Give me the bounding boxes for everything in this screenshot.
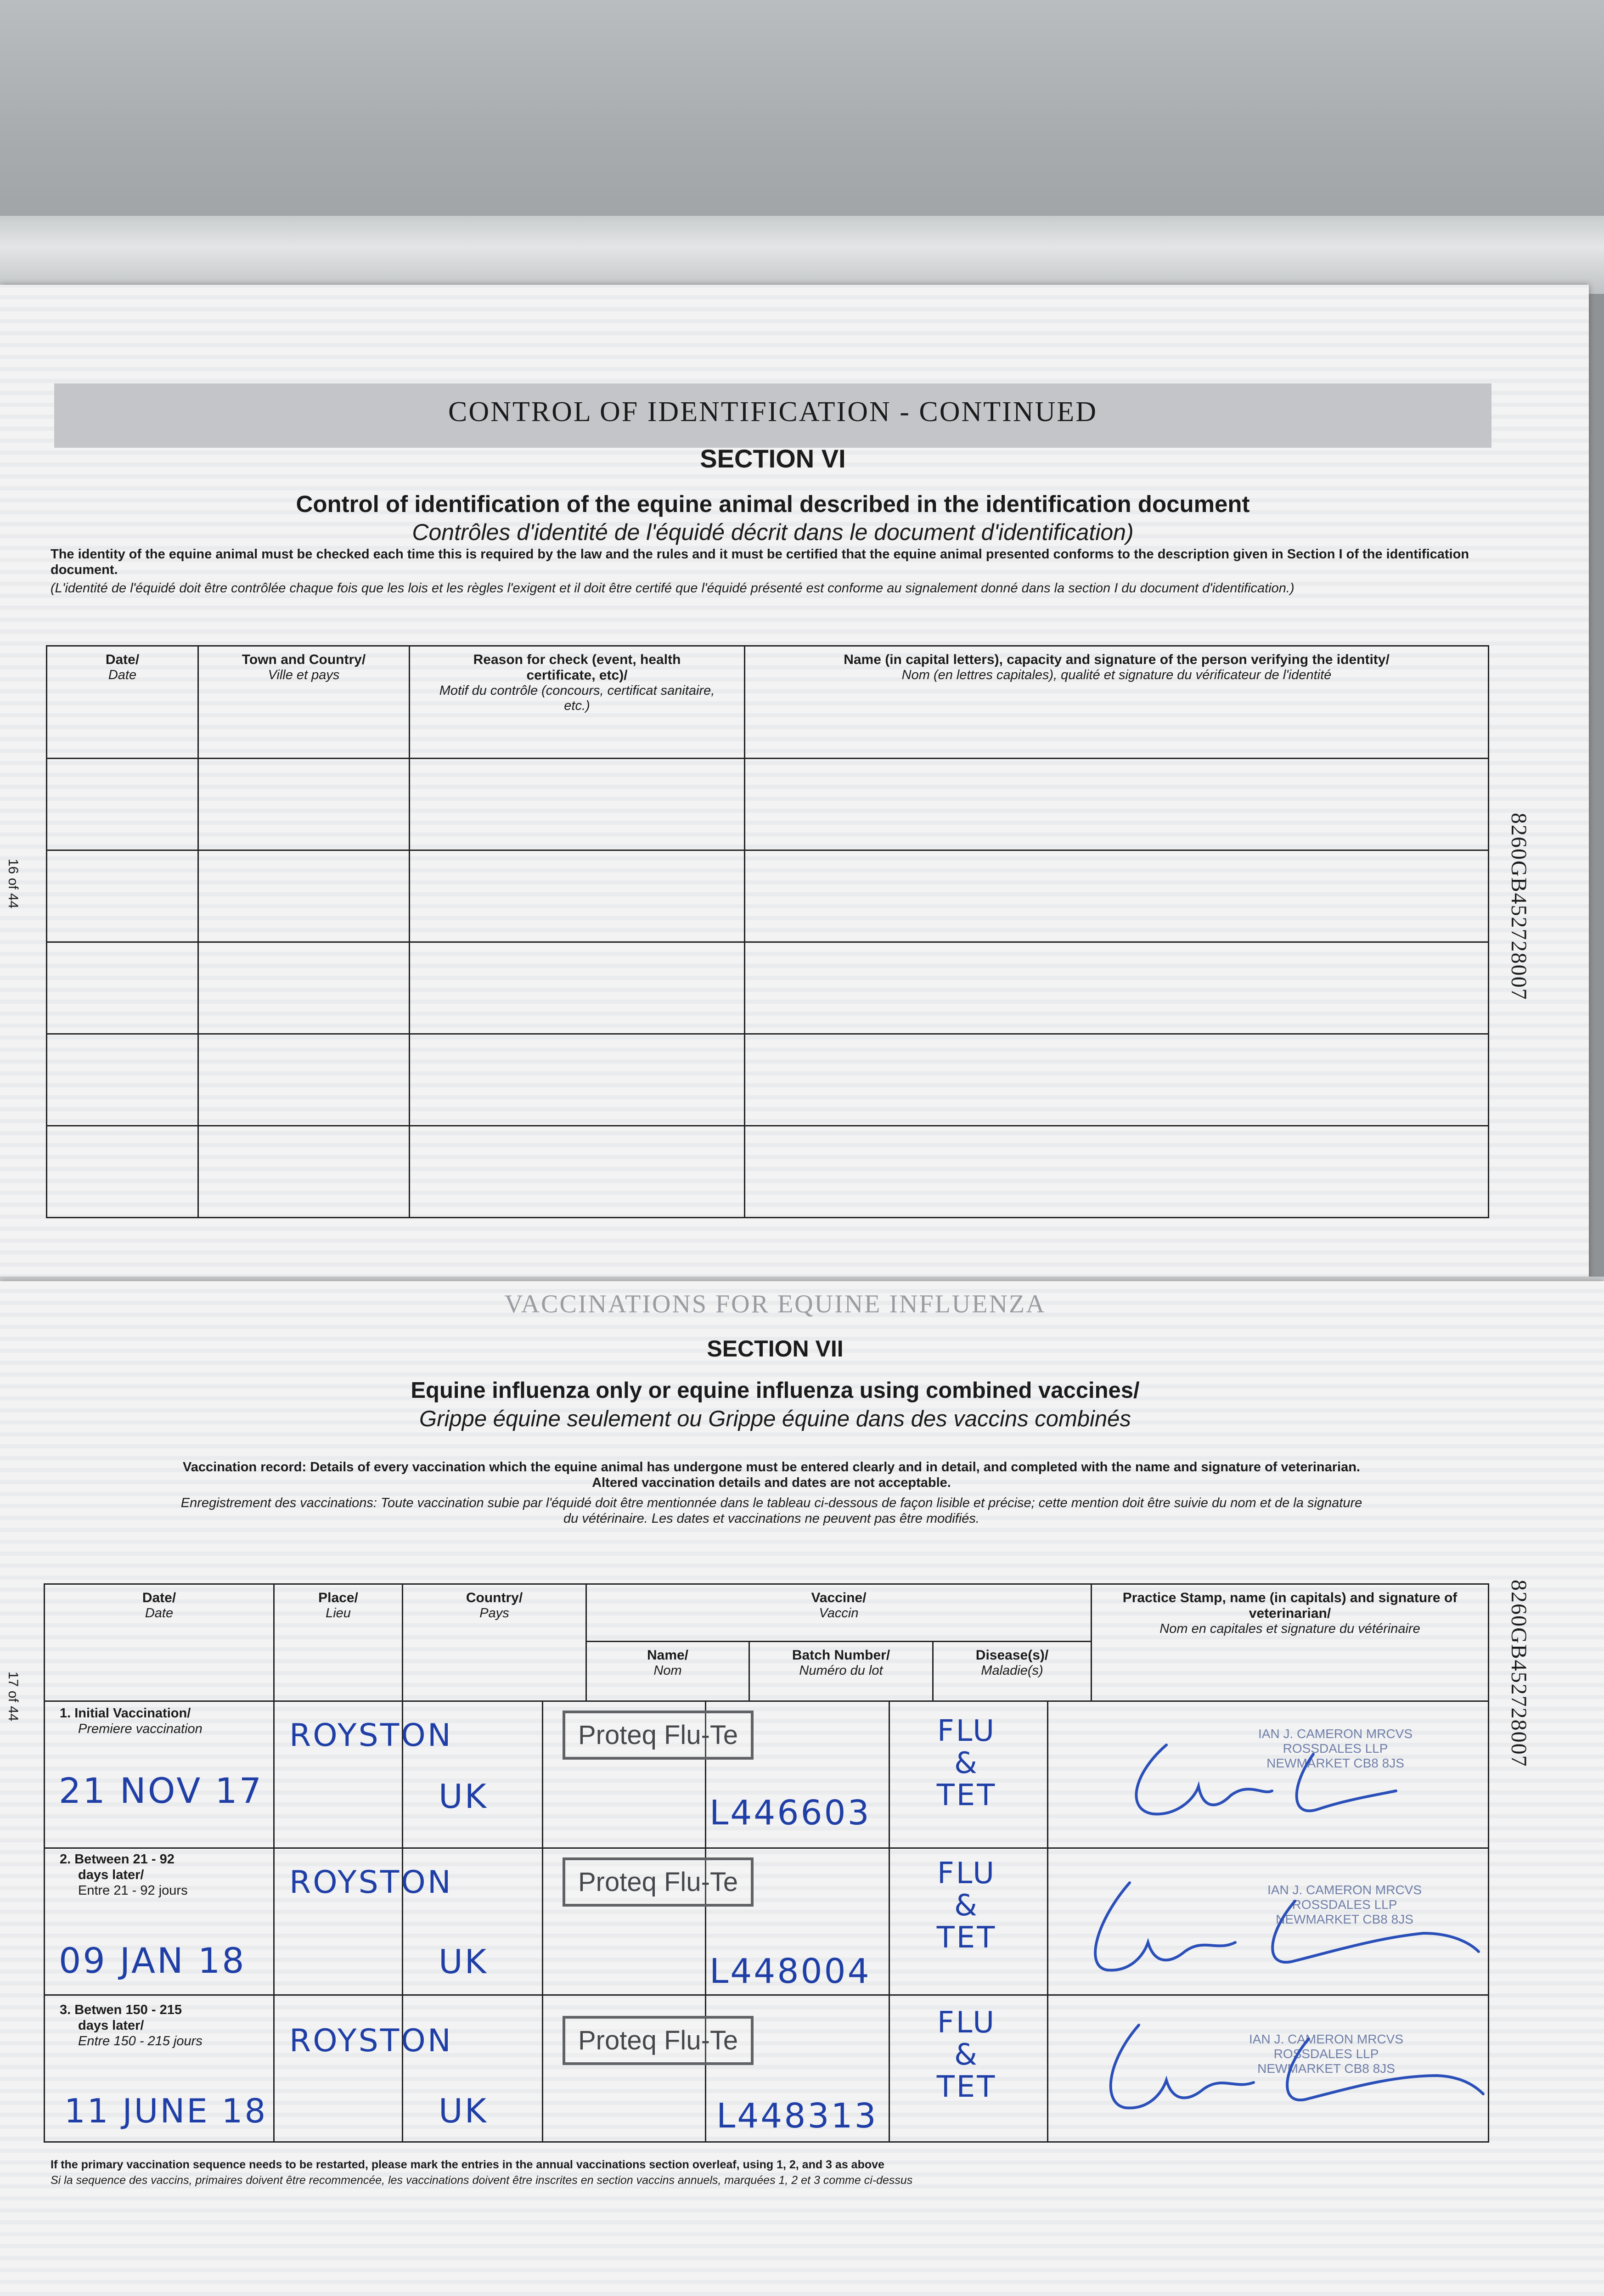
row1-place[interactable]: ROYSTON xyxy=(289,1717,453,1754)
page-number-16: 16 of 44 xyxy=(6,859,21,909)
row1-vet-stamp: IAN J. CAMERON MRCVS ROSSDALES LLP NEWMARKET CB8 8JS xyxy=(1258,1727,1413,1770)
row1-date[interactable]: 21 NOV 17 xyxy=(59,1770,264,1811)
document-id-page17: 8260GB452728007 xyxy=(1507,1580,1531,1767)
col-line xyxy=(1047,1700,1048,2141)
row3-signature xyxy=(1070,2007,1492,2126)
row3-place[interactable]: ROYSTON xyxy=(289,2023,453,2059)
identity-check-table xyxy=(46,645,1489,1218)
row3-diseases[interactable]: FLU & TET xyxy=(936,2006,997,2104)
banner-title: CONTROL OF IDENTIFICATION - CONTINUED xyxy=(448,396,1098,428)
heading-fr: Contrôles d'identité de l'équidé décrit dans le document d'identification) xyxy=(412,519,1134,545)
row1-country[interactable]: UK xyxy=(439,1777,488,1816)
section-title: SECTION VI xyxy=(700,444,846,473)
row2-place[interactable]: ROYSTON xyxy=(289,1864,453,1901)
col-line xyxy=(402,1700,403,2141)
heading-en-vii: Equine influenza only or equine influenza using combined vaccines/ xyxy=(411,1378,1140,1403)
table-row xyxy=(47,1034,1489,1126)
intro-en-vii-2: Altered vaccination details and dates are not acceptable. xyxy=(592,1475,951,1490)
footnote-en: If the primary vaccination sequence needs to be restarted, please mark the entries in the annual vaccinations section overleaf, using 1, 2, and 3 as above xyxy=(51,2158,884,2171)
table-row xyxy=(47,1126,1489,1218)
col-date: Date/ Date xyxy=(47,646,198,759)
col-diseases: Disease(s)/ Maladie(s) xyxy=(933,1642,1092,1701)
row1-signature xyxy=(1097,1717,1492,1828)
row1-vaccine-stamp[interactable]: Proteq Flu-Te xyxy=(563,1711,754,1760)
row3-vet-stamp: IAN J. CAMERON MRCVS ROSSDALES LLP NEWMARKET CB8 8JS xyxy=(1249,2032,1404,2076)
col-vaccine-name: Name/ Nom xyxy=(586,1642,749,1701)
col-verifier: Name (in capital letters), capacity and signature of the person verifying the identity/ Nom (en lettres capitales), qualité et signature du vérificateur de l'identité xyxy=(745,646,1489,759)
vaccination-header-row-1 xyxy=(45,1584,1489,1642)
row2-diseases[interactable]: FLU & TET xyxy=(936,1857,997,1955)
col-line xyxy=(273,1700,275,2141)
row2-vet-stamp: IAN J. CAMERON MRCVS ROSSDALES LLP NEWMARKET CB8 8JS xyxy=(1267,1883,1422,1926)
heading-fr-vii: Grippe équine seulement ou Grippe équine dans des vaccins combinés xyxy=(419,1407,1131,1431)
row3-date[interactable]: 11 JUNE 18 xyxy=(64,2092,268,2130)
document-id-page16: 8260GB452728007 xyxy=(1507,813,1531,1001)
row2-country[interactable]: UK xyxy=(439,1942,488,1981)
row2-signature xyxy=(1056,1864,1492,1984)
intro-fr-vii-2: du vétérinaire. Les dates et vaccinations ne peuvent pas être modifiés. xyxy=(563,1511,979,1526)
heading-en: Control of identification of the equine animal described in the identification document xyxy=(296,491,1250,517)
col-batch-number: Batch Number/ Numéro du lot xyxy=(749,1642,933,1701)
col-line xyxy=(705,1700,706,2141)
banner-title-vaccinations: VACCINATIONS FOR EQUINE INFLUENZA xyxy=(504,1290,1046,1318)
passport-cover-edge xyxy=(0,216,1604,294)
scan-background xyxy=(0,0,1604,239)
identity-table-header xyxy=(47,646,1489,759)
row3-country[interactable]: UK xyxy=(439,2092,488,2130)
col-vaccine: Vaccine/ Vaccin xyxy=(586,1584,1092,1642)
col-line xyxy=(889,1700,890,2141)
col-country: Country/ Pays xyxy=(403,1584,586,1701)
row2-date[interactable]: 09 JAN 18 xyxy=(59,1940,246,1981)
col-reason: Reason for check (event, health certificate, etc)/ Motif du contrôle (concours, certificat sanitaire, etc.) xyxy=(410,646,745,759)
col-date: Date/ Date xyxy=(45,1584,274,1701)
row2-batch[interactable]: L448004 xyxy=(709,1952,871,1991)
row2-vaccine-stamp[interactable]: Proteq Flu-Te xyxy=(563,1857,754,1907)
table-row xyxy=(47,850,1489,942)
intro-en: The identity of the equine animal must be checked each time this is required by the law and the rules and it must be certified that the equine animal presented conforms to the description given in Section I of the identification document. xyxy=(51,547,1469,577)
row1-label: 1. Initial Vaccination/ Premiere vaccination xyxy=(60,1706,203,1736)
row3-vaccine-stamp[interactable]: Proteq Flu-Te xyxy=(563,2016,754,2065)
row3-batch[interactable]: L448313 xyxy=(716,2096,878,2136)
row2-label: 2. Between 21 - 92 days later/ Entre 21 - 92 jours xyxy=(60,1852,188,1898)
row3-label: 3. Betwen 150 - 215 days later/ Entre 150 - 215 jours xyxy=(60,2003,203,2048)
col-town-country: Town and Country/ Ville et pays xyxy=(198,646,410,759)
table-row xyxy=(47,942,1489,1034)
col-line xyxy=(542,1700,543,2141)
row1-diseases[interactable]: FLU & TET xyxy=(936,1714,997,1812)
intro-en-vii-1: Vaccination record: Details of every vaccination which the equine animal has undergone must be entered clearly and in detail, and completed with the name and signature of veterinarian. xyxy=(183,1460,1360,1474)
page-number-17: 17 of 44 xyxy=(6,1671,21,1722)
footnote-fr: Si la sequence des vaccins, primaires doivent être recommencée, les vaccinations doivent être inscrites en section vaccins annuels, marquées 1, 2 et 3 comme ci-dessus xyxy=(51,2174,913,2187)
section-title-vii: SECTION VII xyxy=(707,1336,844,1362)
intro-fr-vii-1: Enregistrement des vaccinations: Toute vaccination subie par l'équidé doit être mentionnée dans le tableau ci-dessous de façon lisible et précise; cette mention doit être suivie du nom et de la signature xyxy=(180,1496,1362,1510)
col-vet-stamp: Practice Stamp, name (in capitals) and signature of veterinarian/ Nom en capitales et signature du vétérinaire xyxy=(1092,1584,1489,1701)
col-place: Place/ Lieu xyxy=(274,1584,403,1701)
row1-batch[interactable]: L446603 xyxy=(709,1793,871,1833)
intro-fr: (L'identité de l'équidé doit être contrôlée chaque fois que les lois et les règles l'exigent et il doit être certifé que l'équidé présenté est conforme au signalement donné dans la section I du document d'identification.) xyxy=(51,581,1294,596)
table-row xyxy=(47,759,1489,850)
